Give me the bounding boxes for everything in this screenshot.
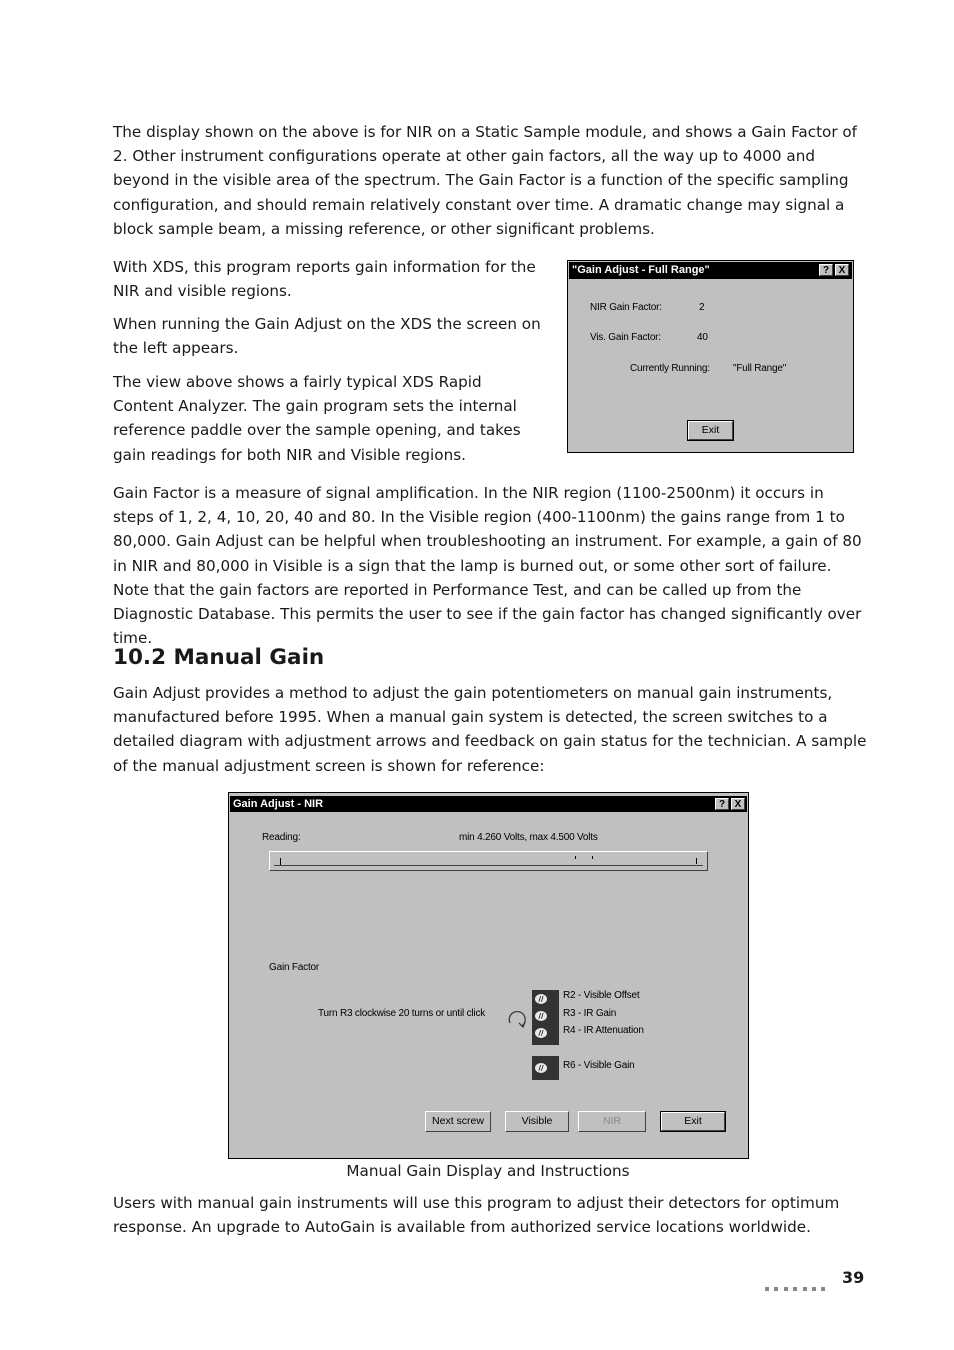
reading-marker — [575, 856, 576, 859]
reading-bar — [269, 851, 708, 871]
figure-caption: Manual Gain Display and Instructions — [346, 1162, 630, 1180]
footer-dots — [765, 1276, 831, 1295]
potentiometer-r2-icon[interactable]: // — [535, 994, 547, 1004]
view-paragraph: The view above shows a fairly typical XDS Rapid Content Analyzer. The gain program sets the internal reference paddle over the sample opening, and takes gain readings for both NIR and Visible regions. — [113, 373, 521, 464]
vis-gain-label: Vis. Gain Factor: — [590, 332, 661, 343]
running-value: "Full Range" — [733, 363, 787, 374]
exit-button-label: Exit — [701, 424, 720, 436]
instruction-text: Turn R3 clockwise 20 turns or until click — [318, 1008, 486, 1019]
gain-adjust-full-range-dialog — [567, 260, 854, 453]
dialog-titlebar — [230, 796, 747, 812]
gain-factor-label: Gain Factor — [269, 962, 320, 973]
dialog-titlebar — [569, 262, 852, 279]
potentiometer-r3-icon[interactable]: // — [535, 1011, 547, 1021]
dialog-title: "Gain Adjust - Full Range" — [572, 264, 710, 276]
close-icon[interactable]: X — [731, 798, 745, 810]
help-icon[interactable]: ? — [819, 264, 833, 276]
reading-value: min 4.260 Volts, max 4.500 Volts — [459, 832, 598, 843]
reading-track — [274, 865, 703, 866]
xds-paragraph: With XDS, this program reports gain information for the NIR and visible regions. — [113, 258, 536, 301]
potentiometer-r6-icon[interactable]: // — [535, 1063, 547, 1073]
next-screw-label: Next screw — [432, 1115, 484, 1127]
reading-label: Reading: — [262, 832, 301, 843]
page-number: 39 — [842, 1268, 865, 1287]
pot-label-r6: R6 - Visible Gain — [563, 1060, 635, 1071]
nir-gain-label: NIR Gain Factor: — [590, 302, 662, 313]
reading-marker — [592, 856, 593, 859]
running-paragraph: When running the Gain Adjust on the XDS the screen on the left appears. — [113, 315, 541, 358]
nir-button[interactable] — [578, 1111, 646, 1132]
running-label: Currently Running: — [630, 363, 710, 374]
manual-gain-paragraph: Gain Adjust provides a method to adjust the gain potentiometers on manual gain instruments, manufactured before 1995. When a manual gain system is detected, the screen switches to a detailed diagram with adjustment arrows and feedback on gain status for the technician. A sample of the manual adjustment screen is shown for reference: — [113, 684, 867, 775]
pot-label-r4: R4 - IR Attenuation — [563, 1025, 644, 1036]
next-screw-button[interactable] — [425, 1111, 491, 1132]
visible-button[interactable] — [505, 1111, 569, 1132]
dialog-title: Gain Adjust - NIR — [233, 798, 324, 810]
exit-label: Exit — [684, 1115, 702, 1127]
section-heading: 10.2 Manual Gain — [113, 645, 325, 670]
pot-label-r3: R3 - IR Gain — [563, 1008, 617, 1019]
reading-min-marker — [280, 858, 281, 865]
vis-gain-value: 40 — [697, 332, 708, 343]
potentiometer-r4-icon[interactable]: // — [535, 1028, 547, 1038]
nir-label: NIR — [602, 1115, 622, 1127]
upgrade-paragraph: Users with manual gain instruments will use this program to adjust their detectors for optimum response. An upgrade to AutoGain is available from authorized service locations worldwide. — [113, 1194, 840, 1237]
intro-paragraph: The display shown on the above is for NIR on a Static Sample module, and shows a Gain Factor of 2. Other instrument configurations operate at other gain factors, all the way up to 4000 and beyond in the visible area of the spectrum. The Gain Factor is a function of the specific sampling configuration, and should remain relatively constant over time. A dramatic change may signal a block sample beam, a missing reference, or other significant problems. — [113, 123, 858, 238]
gain-factor-paragraph: Gain Factor is a measure of signal amplification. In the NIR region (1100-2500nm) it occurs in steps of 1, 2, 4, 10, 20, 40 and 80. In the Visible region (400-1100nm) the gains range from 1 to 80,000. Gain Adjust can be helpful when troubleshooting an instrument. For example, a gain of 80 in NIR and 80,000 in Visible is a sign that the lamp is burned out, or some other sort of failure. Note that the gain factors are reported in Performance Test, and can be called up from the Diagnostic Database. This permits the user to see if the gain factor has changed significantly over time. — [113, 484, 862, 648]
close-icon[interactable]: X — [835, 264, 849, 276]
nir-gain-value: 2 — [699, 302, 705, 313]
rotate-clockwise-icon — [505, 1009, 531, 1031]
reading-max-marker — [696, 858, 697, 864]
gain-adjust-nir-dialog — [228, 792, 749, 1159]
exit-button[interactable] — [661, 1112, 725, 1131]
pot-label-r2: R2 - Visible Offset — [563, 990, 640, 1001]
exit-button[interactable] — [688, 421, 733, 440]
help-icon[interactable]: ? — [715, 798, 729, 810]
visible-label: Visible — [521, 1115, 553, 1127]
